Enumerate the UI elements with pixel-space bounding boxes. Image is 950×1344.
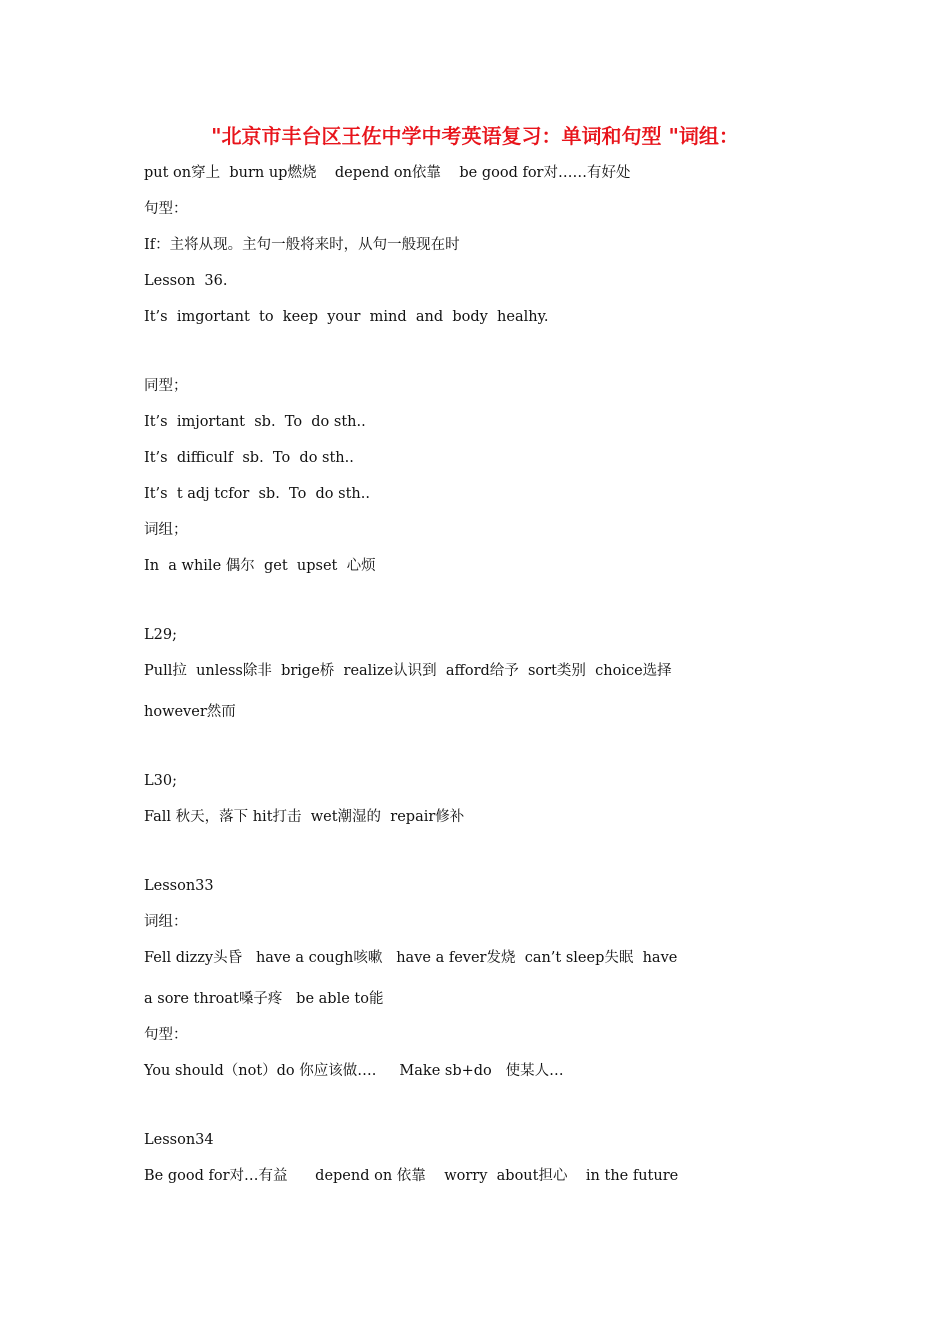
- text-line-vocabulary: however然而: [144, 704, 236, 720]
- text-line-phrases: Be good for对…有益 depend on 依靠 worry about担心 in the future: [144, 1168, 679, 1184]
- text-line-phrases: put on穿上 burn up燃烧 depend on依靠 be good for对……有好处: [144, 165, 631, 181]
- text-line-heading: 词组：: [144, 914, 188, 930]
- text-line-heading: 句型：: [144, 201, 188, 217]
- text-line-phrases: a sore throat嗓子疼 be able to能: [144, 991, 384, 1007]
- text-line-pattern: It’s imjortant sb. To do sth..: [144, 414, 366, 430]
- text-line-lesson-34: Lesson34: [144, 1132, 214, 1148]
- text-line-vocabulary: Pull拉 unless除非 brige桥 realize认识到 afford给予 sort类别 choice选择: [144, 663, 672, 679]
- text-line-lesson-33: Lesson33: [144, 878, 214, 894]
- text-line-lesson-29: L29;: [144, 627, 177, 643]
- text-line-sentence: It’s imgortant to keep your mind and body healhy.: [144, 309, 549, 325]
- text-line-phrases: In a while 偶尔 get upset 心烦: [144, 558, 376, 574]
- text-line-pattern: It’s t adj tcfor sb. To do sth..: [144, 486, 370, 502]
- text-line-lesson-36: Lesson 36.: [144, 273, 228, 289]
- text-line-lesson-30: L30;: [144, 773, 177, 789]
- text-line-if-rule: If：主将从现。主句一般将来时，从句一般现在时: [144, 237, 460, 253]
- text-line-pattern: You should（not）do 你应该做…. Make sb+do 使某人…: [144, 1063, 564, 1079]
- document-title: "北京市丰台区王佐中学中考英语复习：单词和句型 "词组：: [211, 124, 739, 148]
- text-line-heading: 同型；: [144, 378, 188, 394]
- text-line-vocabulary: Fall 秋天，落下 hit打击 wet潮湿的 repair修补: [144, 809, 465, 825]
- text-line-pattern: It’s difficulf sb. To do sth..: [144, 450, 354, 466]
- text-line-phrases: Fell dizzy头昏 have a cough咳嗽 have a fever发烧 can’t sleep失眠 have: [144, 950, 678, 966]
- text-line-heading: 句型：: [144, 1027, 188, 1043]
- text-line-heading: 词组；: [144, 522, 188, 538]
